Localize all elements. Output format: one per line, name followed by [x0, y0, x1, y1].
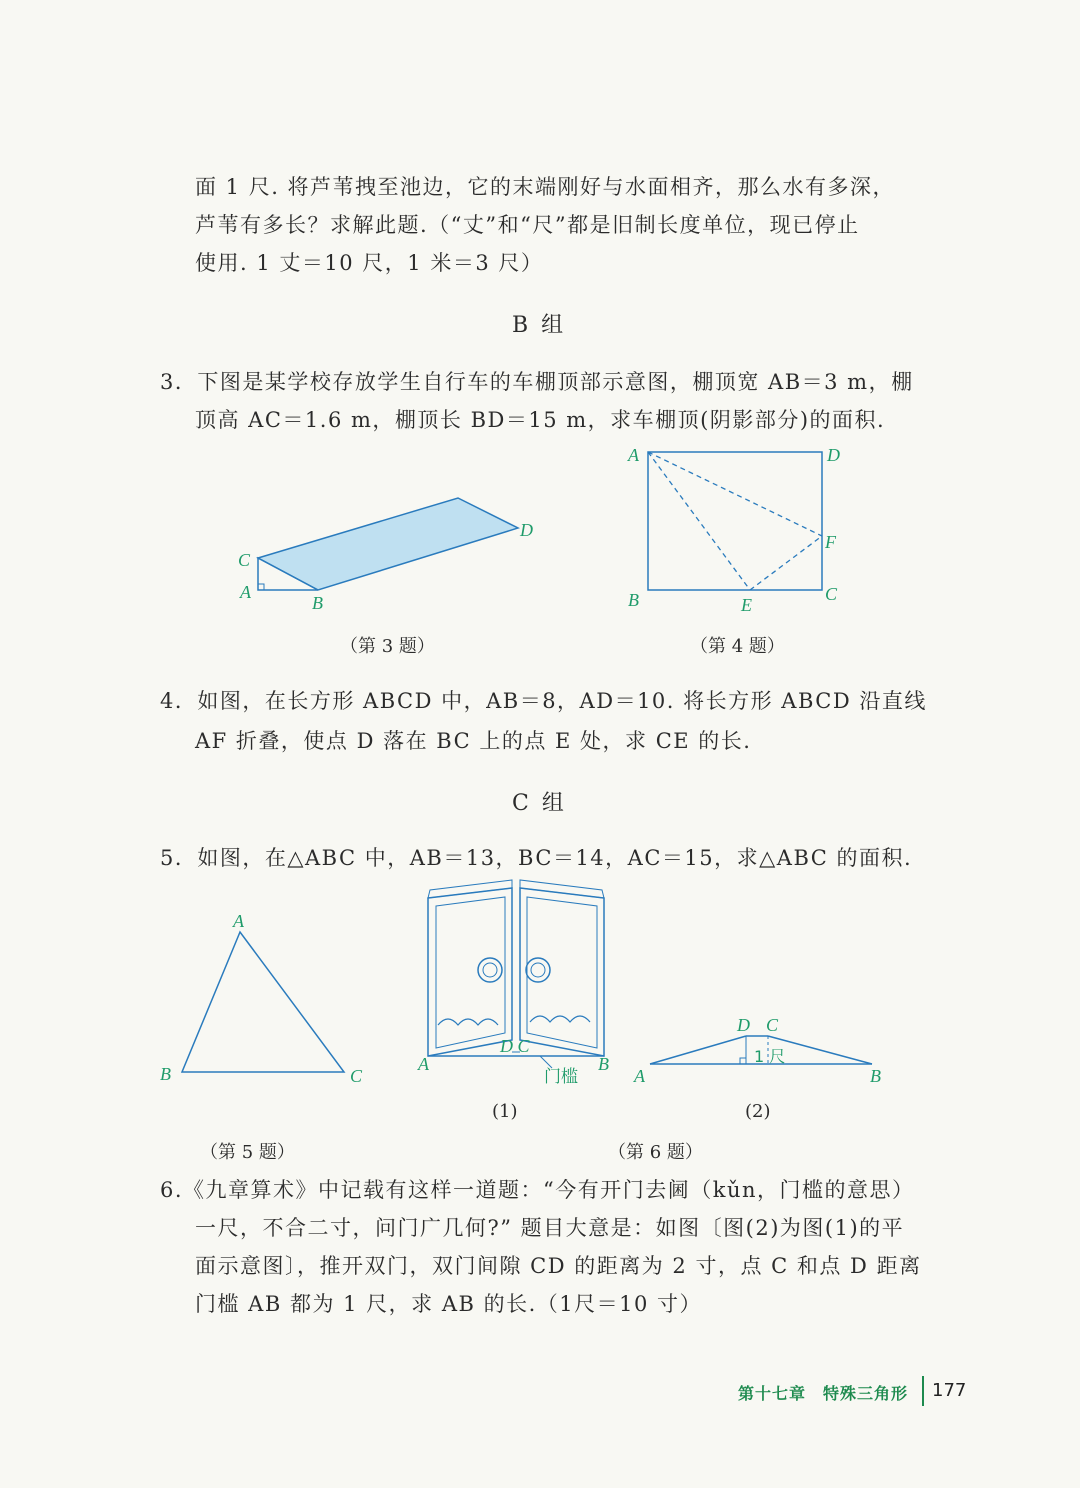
question6-line4: 门槛 AB 都为 1 尺，求 AB 的长.（1尺＝10 寸）: [195, 1292, 703, 1316]
question6-line1: 6.《九章算术》中记载有这样一道题：“今有开门去阃（kǔn，门槛的意思）: [160, 1178, 915, 1202]
caption-question5: （第 5 题）: [200, 1142, 295, 1163]
triangle-ABC: [182, 932, 344, 1072]
label-D: D: [520, 520, 533, 540]
right-door-top: [520, 880, 604, 898]
label-B: B: [870, 1066, 881, 1086]
caption-question6: （第 6 题）: [608, 1142, 703, 1163]
label-C: C: [238, 550, 251, 570]
label-F: F: [825, 532, 836, 552]
right-knocker-inner: [531, 963, 545, 977]
group-c-heading: C 组: [512, 791, 567, 816]
footer-divider: [922, 1376, 924, 1406]
label-A: A: [233, 911, 244, 931]
left-door: [428, 888, 512, 1056]
left-door-panel: [436, 897, 505, 1048]
label-E: E: [741, 595, 752, 615]
question4-line1: 4．如图，在长方形 ABCD 中，AB＝8，AD＝10. 将长方形 ABCD 沿直线: [160, 689, 927, 713]
problem2-text-line3: 使用. 1 丈＝10 尺，1 米＝3 尺）: [195, 251, 544, 275]
right-door: [520, 888, 604, 1056]
label-A: A: [418, 1054, 429, 1074]
label-A: A: [240, 582, 251, 602]
left-door-top: [428, 880, 512, 898]
left-door-ornament: [438, 1019, 498, 1025]
fold-line-AF: [648, 452, 822, 536]
label-C: C: [825, 584, 838, 604]
label-DC: D C: [500, 1036, 530, 1056]
left-door-knocker: [478, 958, 502, 982]
label-B: B: [160, 1064, 171, 1084]
question3-line2: 顶高 AC＝1.6 m，棚顶长 BD＝15 m，求车棚顶(阴影部分)的面积.: [195, 408, 886, 432]
right-angle-mark: [740, 1058, 746, 1064]
question4-line2: AF 折叠，使点 D 落在 BC 上的点 E 处，求 CE 的长.: [195, 729, 752, 753]
question3-line1: 3．下图是某学校存放学生自行车的车棚顶部示意图，棚顶宽 AB＝3 m，棚: [160, 370, 914, 394]
right-door-knocker: [526, 958, 550, 982]
label-C: C: [766, 1015, 779, 1035]
question5-text: 5．如图，在△ABC 中，AB＝13，BC＝14，AC＝15，求△ABC 的面积.: [160, 846, 913, 870]
one-chi-label: 1 尺: [754, 1047, 786, 1066]
group-b-heading: B 组: [512, 313, 567, 338]
shed-roof-shaded: [258, 498, 518, 590]
caption-question3: （第 3 题）: [340, 636, 435, 657]
problem2-text-line2: 芦苇有多长？求解此题.（“丈”和“尺”都是旧制长度单位，现已停止: [195, 213, 860, 237]
question6-line3: 面示意图〕，推开双门，双门间隙 CD 的距离为 2 寸，点 C 和点 D 距离: [195, 1254, 922, 1278]
caption-question4: （第 4 题）: [690, 636, 785, 657]
right-door-ornament: [530, 1016, 590, 1022]
label-A: A: [628, 445, 639, 465]
right-door-panel: [527, 897, 597, 1048]
label-B: B: [598, 1054, 609, 1074]
question6-line2: 一尺，不合二寸，问门广几何?” 题目大意是：如图〔图(2)为图(1)的平: [195, 1216, 905, 1240]
fold-line-AE: [648, 452, 750, 590]
label-B: B: [312, 593, 323, 613]
problem2-text-line1: 面 1 尺. 将芦苇拽至池边，它的末端刚好与水面相齐，那么水有多深，: [195, 175, 896, 199]
figure-question4: [627, 445, 840, 615]
label-B: B: [628, 590, 639, 610]
label-A: A: [634, 1066, 645, 1086]
page-number: 177: [932, 1380, 967, 1401]
label-D: D: [827, 445, 840, 465]
figure-question3: [238, 498, 533, 613]
caption-figure6-1: (1): [492, 1101, 518, 1122]
figure-question5: [160, 911, 363, 1086]
segment-AD: [650, 1036, 746, 1064]
left-knocker-inner: [483, 963, 497, 977]
caption-figure6-2: (2): [745, 1101, 771, 1122]
fold-line-EF: [750, 536, 822, 590]
threshold-label: 门槛: [544, 1067, 578, 1087]
label-D: D: [737, 1015, 750, 1035]
label-C: C: [350, 1066, 363, 1086]
chapter-title: 第十七章 特殊三角形: [738, 1384, 909, 1403]
right-angle-mark: [258, 584, 264, 590]
